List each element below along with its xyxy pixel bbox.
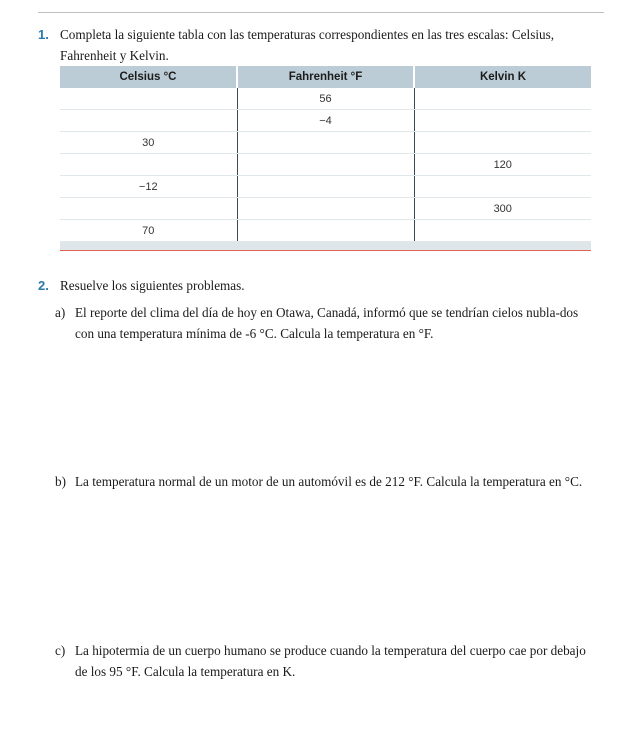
table-header-row [60,66,591,88]
table-row [60,154,591,176]
table-row [60,198,591,220]
table-row [60,176,591,198]
problem-a-text: El reporte del clima del día de hoy en Otawa, Canadá, informó que se tendrían cielos nubla-dos con una temperatura mínima de -6 °C. Calcula la temperatura en °F. [75,305,579,341]
problem-c-letter: c) [55,643,66,658]
cell-kelvin[interactable]: 300 [414,198,591,220]
cell-fahrenheit[interactable]: −4 [237,110,414,132]
cell-kelvin[interactable] [414,88,591,110]
table-row [60,110,591,132]
header-celsius: Celsius °C [60,66,237,88]
cell-celsius[interactable]: −12 [60,176,237,198]
cell-celsius[interactable]: 70 [60,220,237,242]
cell-celsius[interactable] [60,110,237,132]
question-1 [38,24,598,66]
cell-celsius[interactable] [60,88,237,110]
header-fahrenheit: Fahrenheit °F [237,66,414,88]
problem-a [55,302,595,344]
problem-b [55,471,595,492]
table-footer-band [60,242,591,251]
cell-fahrenheit[interactable] [237,198,414,220]
question-1-number: 1. [38,27,49,42]
problem-a-letter: a) [55,305,66,320]
cell-fahrenheit[interactable]: 56 [237,88,414,110]
cell-celsius[interactable]: 30 [60,132,237,154]
problem-c [55,640,595,682]
question-2 [38,275,598,296]
question-2-number: 2. [38,278,49,293]
table-row [60,88,591,110]
cell-fahrenheit[interactable] [237,132,414,154]
cell-kelvin[interactable] [414,176,591,198]
question-1-text: Completa la siguiente tabla con las temperaturas correspondientes en las tres escalas: Celsius, Fahrenheit y Kelvin. [60,27,555,63]
cell-fahrenheit[interactable] [237,154,414,176]
cell-kelvin[interactable] [414,132,591,154]
top-divider [38,12,604,13]
cell-celsius[interactable] [60,154,237,176]
header-kelvin: Kelvin K [414,66,591,88]
question-2-text: Resuelve los siguientes problemas. [60,278,245,293]
cell-kelvin[interactable] [414,110,591,132]
cell-kelvin[interactable]: 120 [414,154,591,176]
cell-celsius[interactable] [60,198,237,220]
problem-b-text: La temperatura normal de un motor de un automóvil es de 212 °F. Calcula la temperatura en °C. [75,474,583,489]
temperature-table [60,66,591,251]
cell-kelvin[interactable] [414,220,591,242]
problem-c-text: La hipotermia de un cuerpo humano se produce cuando la temperatura del cuerpo cae por debajo de los 95 °F. Calcula la temperatura en K. [75,643,586,679]
problem-b-letter: b) [55,474,66,489]
table-row [60,220,591,242]
table-row [60,132,591,154]
cell-fahrenheit[interactable] [237,176,414,198]
cell-fahrenheit[interactable] [237,220,414,242]
